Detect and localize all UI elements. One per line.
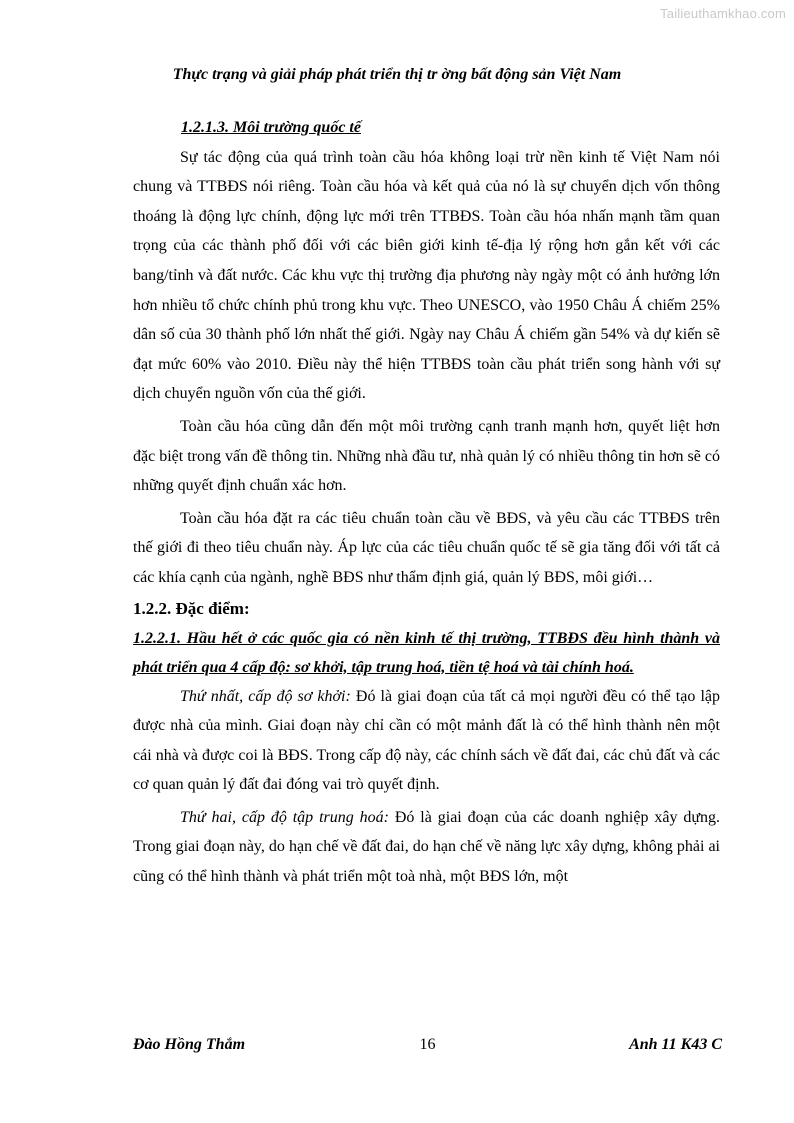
section-heading-1-2-1-3: 1.2.1.3. Môi trường quốc tế — [181, 119, 361, 136]
body-paragraph: Sự tác động của quá trình toàn cầu hóa không loại trừ nền kinh tế Việt Nam nói chung và TTBĐS nói riêng. Toàn cầu hóa và kết quả của nó là sự chuyển dịch vốn thông thoáng là động lực chính, động lực mới trên TTBĐS. Toàn cầu hóa nhấn mạnh tầm quan trọng của các thành phố đối với các biên giới kinh tế-địa lý rộng hơn gắn kết với các bang/tỉnh và đất nước. Các khu vực thị trường địa phương này ngày một có ảnh hưởng lớn hơn nhiều tổ chức chính phủ trong khu vực. Theo UNESCO, vào 1950 Châu Á chiếm 25% dân số của 30 thành phố lớn nhất thế giới. Ngày nay Châu Á chiếm gần 54% và dự kiến sẽ đạt mức 60% vào 2010. Điều này thể hiện TTBĐS toàn cầu phát triển song hành với sự dịch chuyển nguồn vốn của thế giới. — [133, 148, 720, 403]
footer-author: Đào Hồng Thắm — [133, 1036, 246, 1053]
page-number: 16 — [419, 1036, 436, 1053]
body-paragraph: Toàn cầu hóa cũng dẫn đến một môi trường cạnh tranh mạnh hơn, quyết liệt hơn đặc biệt trong vấn đề thông tin. Những nhà đầu tư, nhà quản lý có nhiều thông tin hơn sẽ có những quyết định chuẩn xác hơn. — [133, 417, 720, 495]
paragraph-text: Đó là giai đoạn của tất cả mọi người đều có thể tạo lập được nhà của mình. Giai đoạn này chỉ cần có một mảnh đất là có thể hình thành nên một cái nhà và được coi là BĐS. Trong cấp độ này, các chính sách về đất đai, các chủ đất và các cơ quan quản lý đất đai đóng vai trò quyết định. — [133, 687, 720, 794]
footer-class-code: Anh 11 K43 C — [629, 1036, 722, 1053]
body-paragraph — [133, 803, 720, 892]
running-header: Thực trạng và giải pháp phát triển thị tr ờng bất động sản Việt Nam — [172, 66, 622, 83]
section-heading-1-2-2-1: 1.2.2.1. Hầu hết ở các quốc gia có nền kinh tế thị trường, TTBĐS đều hình thành và phát triển qua 4 cấp độ: sơ khởi, tập trung hoá, tiền tệ hoá và tài chính hoá. — [133, 629, 720, 676]
document-body — [133, 113, 720, 892]
body-paragraph: Toàn cầu hóa đặt ra các tiêu chuẩn toàn cầu về BĐS, và yêu cầu các TTBĐS trên thế giới đi theo tiêu chuẩn này. Áp lực của các tiêu chuẩn quốc tế sẽ gia tăng đối với tất cả các khía cạnh của ngành, nghề BĐS như thẩm định giá, quản lý BĐS, môi giới… — [133, 509, 720, 586]
watermark: Tailieuthamkhao.com — [660, 6, 786, 21]
paragraph-lead-italic: Thứ hai, cấp độ tập trung hoá: — [180, 808, 389, 826]
body-paragraph — [133, 682, 720, 800]
page-footer — [133, 1036, 722, 1058]
paragraph-lead-italic: Thứ nhất, cấp độ sơ khởi: — [180, 687, 351, 705]
section-heading-1-2-2: 1.2.2. Đặc điểm: — [133, 598, 250, 618]
paragraph-text: Đó là giai đoạn của các doanh nghiệp xây dựng. Trong giai đoạn này, do hạn chế về đất đai, do hạn chế về năng lực xây dựng, không phải ai cũng có thể hình thành và phát triển một toà nhà, một BĐS lớn, một — [133, 808, 720, 886]
